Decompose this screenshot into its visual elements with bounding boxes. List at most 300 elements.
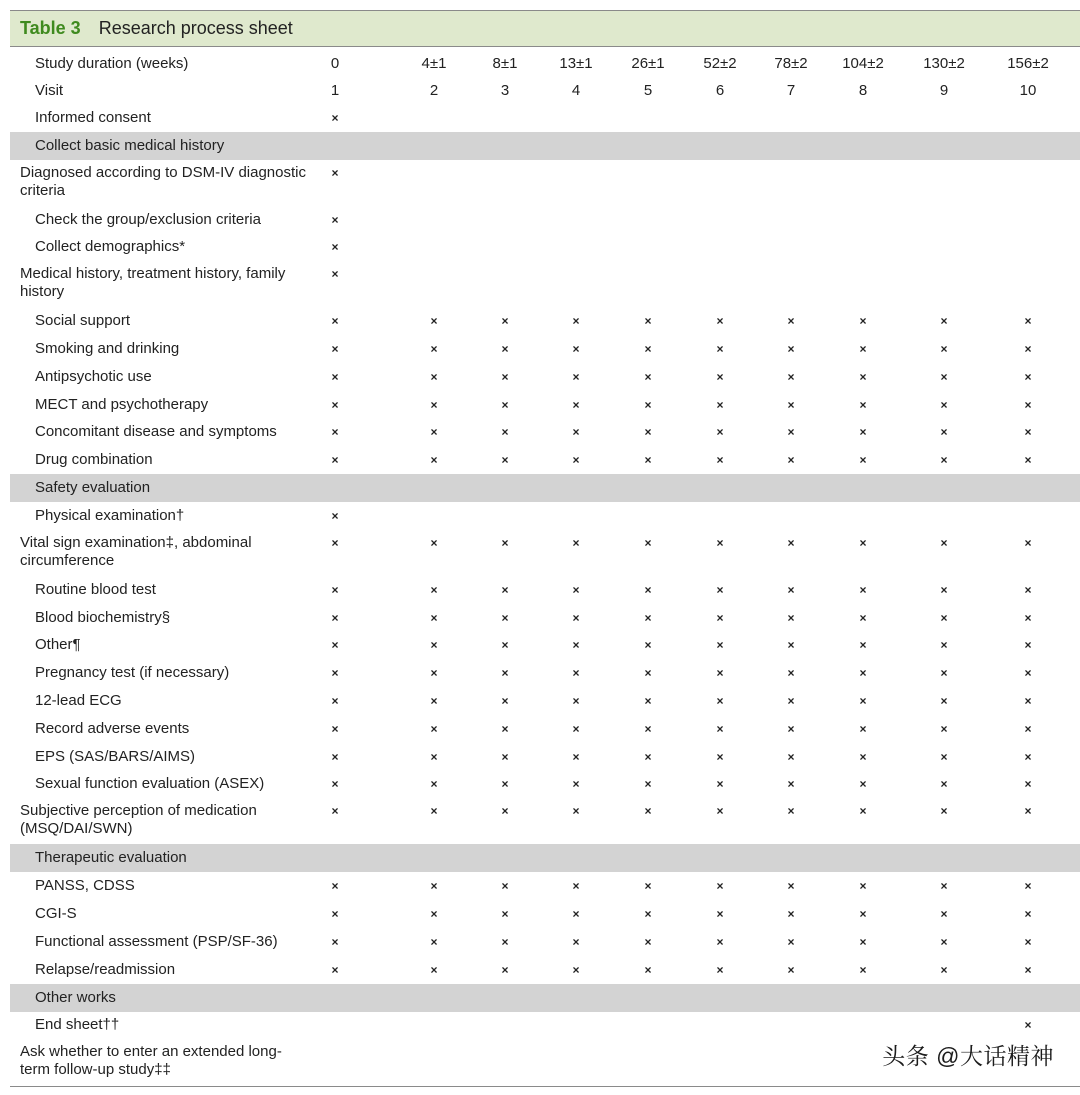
check-mark: × [716, 907, 724, 922]
table-row [10, 307, 1080, 335]
check-mark: × [501, 582, 509, 597]
check-mark: × [859, 907, 867, 922]
table-bottom-rule [10, 1086, 1080, 1087]
row-label: Diagnosed according to DSM-IV diagnostic criteria [20, 163, 306, 199]
check-mark: × [572, 582, 580, 597]
check-mark: × [644, 934, 652, 949]
empty-cell [618, 261, 678, 265]
row-label: CGI-S [35, 905, 77, 923]
row-label: MECT and psychotherapy [35, 395, 209, 413]
check-mark: × [787, 666, 795, 681]
check-mark: × [572, 879, 580, 894]
check-mark: × [644, 721, 652, 736]
table-row [10, 928, 1080, 956]
check-mark: × [787, 638, 795, 653]
check-mark: × [644, 369, 652, 384]
check-mark: × [644, 804, 652, 819]
empty-cell [404, 160, 464, 164]
check-mark: × [644, 453, 652, 468]
check-mark: × [859, 694, 867, 709]
table-title: Research process sheet [98, 18, 293, 38]
check-mark: × [1024, 314, 1032, 329]
empty-cell [833, 261, 893, 265]
check-mark: × [331, 369, 339, 384]
check-mark: × [716, 397, 724, 412]
check-mark: × [1024, 342, 1032, 357]
check-mark: × [331, 694, 339, 709]
check-mark: × [1024, 907, 1032, 922]
empty-cell [546, 1039, 606, 1043]
section-header-row [10, 474, 1080, 502]
row-label: Relapse/readmission [35, 960, 176, 978]
check-mark: × [331, 777, 339, 792]
check-mark: × [430, 425, 438, 440]
check-mark: × [572, 397, 580, 412]
check-mark: × [430, 582, 438, 597]
row-label: Other¶ [35, 636, 81, 654]
check-mark: × [787, 453, 795, 468]
header-duration-cell: 52±2 [703, 54, 737, 72]
check-mark: × [940, 907, 948, 922]
empty-cell [998, 160, 1058, 164]
header-row-visit [10, 77, 1080, 104]
check-mark: × [859, 397, 867, 412]
header-visit-cell: 5 [643, 81, 653, 99]
check-mark: × [940, 397, 948, 412]
check-mark: × [644, 582, 652, 597]
check-mark: × [644, 694, 652, 709]
check-mark: × [1024, 610, 1032, 625]
check-mark: × [572, 610, 580, 625]
check-mark: × [430, 314, 438, 329]
check-mark: × [716, 582, 724, 597]
check-mark: × [501, 804, 509, 819]
empty-cell [690, 1039, 750, 1043]
check-mark: × [1024, 879, 1032, 894]
empty-cell [914, 160, 974, 164]
check-mark: × [430, 610, 438, 625]
empty-cell [761, 261, 821, 265]
check-mark: × [787, 777, 795, 792]
check-mark: × [501, 694, 509, 709]
table-row [10, 206, 1080, 234]
check-mark: × [331, 267, 339, 282]
check-mark: × [572, 535, 580, 550]
check-mark: × [1024, 397, 1032, 412]
check-mark: × [787, 879, 795, 894]
empty-cell [475, 261, 535, 265]
check-mark: × [1024, 962, 1032, 977]
check-mark: × [572, 342, 580, 357]
header-row-label: Visit [35, 81, 64, 99]
empty-cell [761, 1039, 821, 1043]
check-mark: × [940, 749, 948, 764]
check-mark: × [331, 610, 339, 625]
check-mark: × [331, 907, 339, 922]
check-mark: × [331, 804, 339, 819]
row-label: Blood biochemistry§ [35, 608, 171, 626]
check-mark: × [331, 749, 339, 764]
table-row [10, 632, 1080, 660]
empty-cell [690, 261, 750, 265]
table-title-bar [10, 11, 1080, 47]
check-mark: × [644, 638, 652, 653]
table-row [10, 576, 1080, 604]
table-row [10, 446, 1080, 474]
check-mark: × [430, 453, 438, 468]
table-row [10, 363, 1080, 391]
check-mark: × [430, 907, 438, 922]
check-mark: × [572, 749, 580, 764]
check-mark: × [787, 535, 795, 550]
check-mark: × [644, 535, 652, 550]
check-mark: × [716, 342, 724, 357]
check-mark: × [1024, 535, 1032, 550]
check-mark: × [1024, 453, 1032, 468]
table-row [10, 798, 1080, 844]
check-mark: × [331, 721, 339, 736]
check-mark: × [859, 721, 867, 736]
check-mark: × [859, 638, 867, 653]
header-visit-cell: 4 [571, 81, 581, 99]
section-header-row [10, 844, 1080, 872]
check-mark: × [787, 610, 795, 625]
header-visit-cell: 6 [715, 81, 725, 99]
header-visit-cell: 8 [858, 81, 868, 99]
check-mark: × [331, 425, 339, 440]
empty-cell [546, 160, 606, 164]
empty-cell [833, 160, 893, 164]
empty-cell [305, 1039, 365, 1043]
empty-cell [404, 261, 464, 265]
empty-cell [761, 160, 821, 164]
row-label: Pregnancy test (if necessary) [35, 664, 230, 682]
header-visit-cell: 9 [939, 81, 949, 99]
row-label: Subjective perception of medication (MSQ/DAI/SWN) [20, 802, 257, 838]
check-mark: × [331, 509, 339, 524]
table-row [10, 771, 1080, 799]
row-label: Ask whether to enter an extended long-term follow-up study‡‡ [20, 1043, 282, 1079]
header-duration-cell: 26±1 [631, 54, 665, 72]
table-row [10, 743, 1080, 771]
check-mark: × [716, 721, 724, 736]
empty-cell [618, 160, 678, 164]
table-row [10, 419, 1080, 447]
check-mark: × [430, 777, 438, 792]
check-mark: × [859, 666, 867, 681]
empty-cell [475, 1039, 535, 1043]
check-mark: × [572, 721, 580, 736]
row-label: Social support [35, 312, 131, 330]
row-label: Vital sign examination‡, abdominal circumference [20, 533, 252, 569]
check-mark: × [430, 804, 438, 819]
check-mark: × [716, 804, 724, 819]
row-label: Functional assessment (PSP/SF-36) [35, 932, 278, 950]
check-mark: × [501, 879, 509, 894]
check-mark: × [331, 314, 339, 329]
check-mark: × [787, 749, 795, 764]
empty-cell [618, 1039, 678, 1043]
check-mark: × [430, 721, 438, 736]
check-mark: × [716, 425, 724, 440]
check-mark: × [859, 934, 867, 949]
check-mark: × [787, 314, 795, 329]
check-mark: × [787, 962, 795, 977]
header-duration-cell: 0 [330, 54, 340, 72]
check-mark: × [331, 165, 339, 180]
check-mark: × [859, 369, 867, 384]
check-mark: × [501, 638, 509, 653]
check-mark: × [572, 666, 580, 681]
table-row [10, 715, 1080, 743]
check-mark: × [572, 425, 580, 440]
check-mark: × [940, 425, 948, 440]
check-mark: × [331, 582, 339, 597]
row-label: Medical history, treatment history, family history [20, 265, 286, 301]
check-mark: × [1024, 369, 1032, 384]
check-mark: × [430, 342, 438, 357]
check-mark: × [859, 879, 867, 894]
check-mark: × [859, 804, 867, 819]
check-mark: × [1024, 425, 1032, 440]
check-mark: × [501, 314, 509, 329]
check-mark: × [940, 535, 948, 550]
check-mark: × [430, 535, 438, 550]
check-mark: × [430, 638, 438, 653]
check-mark: × [859, 962, 867, 977]
table-label: Table 3 [20, 18, 81, 38]
check-mark: × [501, 342, 509, 357]
check-mark: × [501, 666, 509, 681]
check-mark: × [1024, 777, 1032, 792]
check-mark: × [644, 425, 652, 440]
row-label: Drug combination [35, 451, 153, 469]
header-visit-cell: 1 [330, 81, 340, 99]
check-mark: × [1024, 804, 1032, 819]
check-mark: × [716, 962, 724, 977]
row-label: Smoking and drinking [35, 340, 180, 358]
check-mark: × [716, 666, 724, 681]
check-mark: × [644, 397, 652, 412]
check-mark: × [1024, 638, 1032, 653]
empty-cell [546, 261, 606, 265]
row-label: End sheet†† [35, 1016, 120, 1034]
check-mark: × [644, 879, 652, 894]
check-mark: × [940, 453, 948, 468]
check-mark: × [331, 666, 339, 681]
check-mark: × [940, 369, 948, 384]
check-mark: × [787, 694, 795, 709]
section-header-row [10, 132, 1080, 160]
section-header-label: Safety evaluation [35, 479, 151, 497]
empty-cell [914, 261, 974, 265]
check-mark: × [501, 721, 509, 736]
check-mark: × [787, 934, 795, 949]
check-mark: × [787, 342, 795, 357]
check-mark: × [1024, 934, 1032, 949]
check-mark: × [501, 749, 509, 764]
header-visit-cell: 2 [429, 81, 439, 99]
check-mark: × [644, 962, 652, 977]
check-mark: × [787, 804, 795, 819]
check-mark: × [430, 694, 438, 709]
row-label: 12-lead ECG [35, 692, 122, 710]
check-mark: × [716, 453, 724, 468]
check-mark: × [940, 694, 948, 709]
check-mark: × [644, 907, 652, 922]
check-mark: × [644, 749, 652, 764]
check-mark: × [1024, 694, 1032, 709]
check-mark: × [430, 369, 438, 384]
check-mark: × [572, 314, 580, 329]
check-mark: × [501, 907, 509, 922]
row-label: Check the group/exclusion criteria [35, 210, 261, 228]
check-mark: × [940, 777, 948, 792]
table-body [10, 50, 1080, 1085]
table-row [10, 604, 1080, 632]
check-mark: × [716, 369, 724, 384]
watermark: 头条 @大话精神 [882, 1043, 1054, 1069]
check-mark: × [716, 749, 724, 764]
check-mark: × [787, 425, 795, 440]
table-row [10, 160, 1080, 206]
check-mark: × [430, 879, 438, 894]
table-row [10, 234, 1080, 262]
check-mark: × [940, 638, 948, 653]
check-mark: × [1024, 749, 1032, 764]
check-mark: × [859, 535, 867, 550]
empty-cell [404, 1039, 464, 1043]
row-label: Routine blood test [35, 580, 156, 598]
section-header-row [10, 984, 1080, 1012]
check-mark: × [716, 777, 724, 792]
check-mark: × [716, 879, 724, 894]
check-mark: × [430, 934, 438, 949]
row-label: Sexual function evaluation (ASEX) [35, 775, 265, 793]
table-row [10, 659, 1080, 687]
check-mark: × [501, 934, 509, 949]
check-mark: × [940, 610, 948, 625]
check-mark: × [787, 721, 795, 736]
check-mark: × [572, 638, 580, 653]
table-row [10, 261, 1080, 307]
header-duration-cell: 104±2 [842, 54, 884, 72]
table-row [10, 687, 1080, 715]
check-mark: × [1024, 721, 1032, 736]
check-mark: × [644, 314, 652, 329]
check-mark: × [859, 777, 867, 792]
check-mark: × [331, 535, 339, 550]
check-mark: × [1024, 1018, 1032, 1033]
check-mark: × [331, 212, 339, 227]
section-header-label: Therapeutic evaluation [35, 849, 187, 867]
check-mark: × [572, 777, 580, 792]
header-duration-cell: 156±2 [1007, 54, 1049, 72]
check-mark: × [859, 610, 867, 625]
check-mark: × [572, 934, 580, 949]
check-mark: × [501, 610, 509, 625]
check-mark: × [331, 397, 339, 412]
check-mark: × [716, 535, 724, 550]
check-mark: × [787, 907, 795, 922]
check-mark: × [859, 342, 867, 357]
check-mark: × [331, 342, 339, 357]
header-duration-cell: 13±1 [559, 54, 593, 72]
check-mark: × [331, 240, 339, 255]
check-mark: × [572, 804, 580, 819]
table-row [10, 1012, 1080, 1040]
check-mark: × [331, 638, 339, 653]
header-row-label: Study duration (weeks) [35, 54, 189, 72]
empty-cell [690, 160, 750, 164]
row-label: Collect demographics* [35, 238, 186, 256]
check-mark: × [501, 962, 509, 977]
check-mark: × [644, 666, 652, 681]
check-mark: × [430, 962, 438, 977]
row-label: Record adverse events [35, 719, 190, 737]
header-duration-cell: 78±2 [774, 54, 808, 72]
check-mark: × [644, 610, 652, 625]
section-header-label: Collect basic medical history [35, 136, 225, 154]
header-duration-cell: 130±2 [923, 54, 965, 72]
check-mark: × [716, 694, 724, 709]
check-mark: × [572, 453, 580, 468]
check-mark: × [331, 110, 339, 125]
table-row [10, 104, 1080, 132]
check-mark: × [859, 749, 867, 764]
check-mark: × [940, 314, 948, 329]
row-label: Antipsychotic use [35, 367, 152, 385]
check-mark: × [572, 962, 580, 977]
check-mark: × [644, 342, 652, 357]
check-mark: × [572, 907, 580, 922]
header-visit-cell: 7 [786, 81, 796, 99]
check-mark: × [787, 397, 795, 412]
check-mark: × [572, 694, 580, 709]
check-mark: × [859, 582, 867, 597]
check-mark: × [940, 721, 948, 736]
check-mark: × [501, 397, 509, 412]
check-mark: × [1024, 582, 1032, 597]
check-mark: × [430, 666, 438, 681]
row-label: Informed consent [35, 108, 151, 126]
header-visit-cell: 3 [500, 81, 510, 99]
check-mark: × [331, 453, 339, 468]
check-mark: × [501, 425, 509, 440]
check-mark: × [940, 962, 948, 977]
check-mark: × [572, 369, 580, 384]
section-header-label: Other works [35, 988, 116, 1006]
table-row [10, 956, 1080, 984]
check-mark: × [940, 879, 948, 894]
check-mark: × [331, 934, 339, 949]
check-mark: × [940, 934, 948, 949]
check-mark: × [716, 638, 724, 653]
check-mark: × [331, 879, 339, 894]
check-mark: × [501, 369, 509, 384]
check-mark: × [859, 425, 867, 440]
table-row [10, 900, 1080, 928]
table-row [10, 502, 1080, 530]
header-visit-cell: 10 [1019, 81, 1037, 99]
check-mark: × [787, 369, 795, 384]
check-mark: × [1024, 666, 1032, 681]
check-mark: × [940, 666, 948, 681]
check-mark: × [859, 453, 867, 468]
row-label: Physical examination† [35, 507, 185, 525]
header-row-duration [10, 50, 1080, 77]
check-mark: × [940, 804, 948, 819]
